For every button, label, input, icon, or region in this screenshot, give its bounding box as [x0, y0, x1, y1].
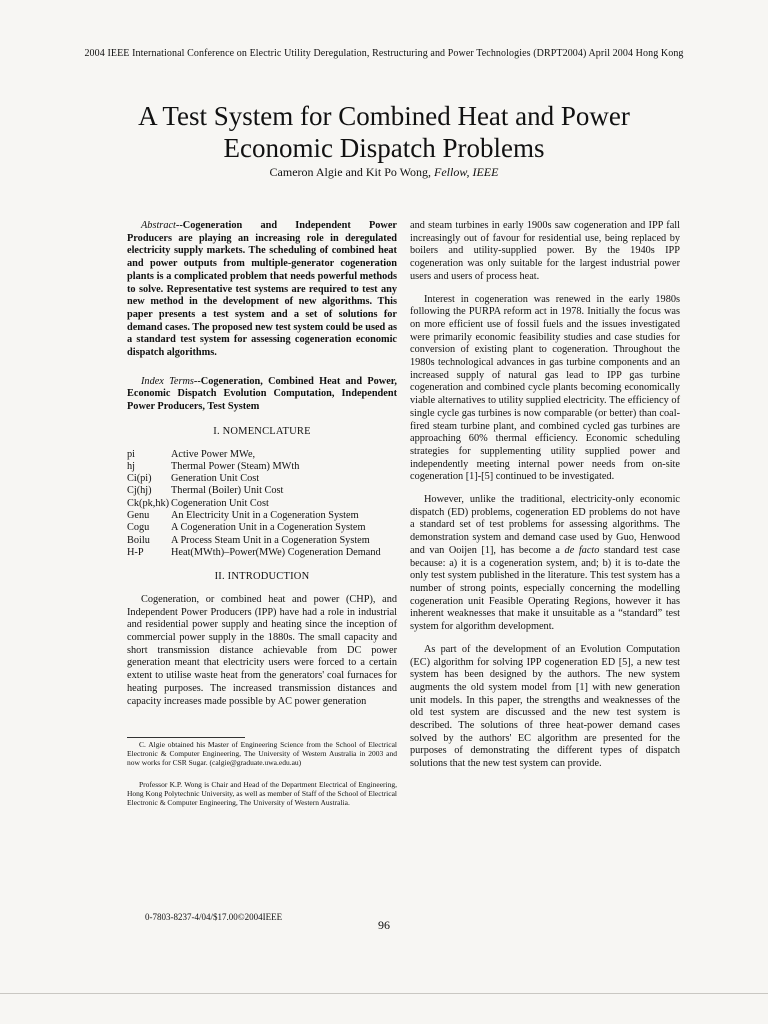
index-terms-text: --Cogeneration, Combined Heat and Power, Economic Dispatch Evolution Computation, Independent Power Producers, Test System	[127, 375, 397, 413]
nomenclature-desc: Heat(MWth)–Power(MWe) Cogeneration Demand	[171, 546, 381, 558]
nomenclature-row	[127, 485, 397, 497]
nomenclature-table	[127, 449, 397, 560]
title-line-1: A Test System for Combined Heat and Power	[138, 101, 630, 131]
index-terms	[127, 376, 397, 414]
title-line-2: Economic Dispatch Problems	[223, 133, 545, 163]
body-paragraph: Interest in cogeneration was renewed in the early 1980s following the PURPA reform act in 1978. Initially the focus was on more efficient use of fossil fuels and the issues investigated were primarily economic feasibility studies and case studies for conversion of existing plant to cogeneration. Throughout the 1980s technological advances in gas turbine components and an increased supply of natural gas lead to IPP gas turbine cogeneration and combined cycle plants becoming economically viable alternatives to utility supplied electricity. The efficiency of single cycle gas turbines is now comparable (or better) than coal-fired steam turbine plant, and combined cycled gas turbines are approaching 60% thermal efficiency. Economic scheduling strategies for supplementing utility supplied power and independently meeting internal power needs from on-site cogeneration [1]-[5] continued to be investigated.	[410, 293, 680, 483]
index-terms-lead: Index Terms	[141, 375, 194, 387]
nomenclature-desc: Active Power MWe,	[171, 448, 256, 460]
body-paragraph: and steam turbines in early 1900s saw cogeneration and IPP fall increasingly out of favour for residential use, being replaced by boilers and utility-supplied power. By the 1940s IPP cogeneration was only suitable for the largest industrial power users and users of process heat.	[410, 220, 680, 282]
paragraph-italic: de facto	[564, 544, 600, 556]
nomenclature-symbol: H-P	[127, 546, 144, 558]
nomenclature-desc: A Cogeneration Unit in a Cogeneration System	[171, 522, 366, 534]
page-edge	[0, 993, 768, 994]
author-line	[0, 165, 768, 180]
footnote-wong: Professor K.P. Wong is Chair and Head of the Department Electrical of Engineering, Hong Kong Polytechnic University, as well as member of Staff of the School of Electrical Electronic & Computer Engineering, The University of Western Australia.	[127, 779, 397, 808]
left-column	[127, 220, 397, 718]
nomenclature-desc: Cogeneration Unit Cost	[171, 497, 269, 509]
nomenclature-symbol: Ci(pi)	[127, 473, 152, 485]
nomenclature-desc: A Process Steam Unit in a Cogeneration System	[171, 534, 370, 546]
nomenclature-desc: Generation Unit Cost	[171, 473, 260, 485]
nomenclature-row	[127, 547, 397, 559]
paragraph-text: standard test case because: a) it is a cogeneration system, and; b) it is to-date the only test system published in the literature. This test system has a number of strong points, especially concerning the modelling cogeneration unit Feasible Operating Regions, however it has inherent weaknesses that make it unsuitable as a “standard” test system for algorithm development.	[410, 544, 680, 633]
nomenclature-desc: An Electricity Unit in a Cogeneration System	[171, 510, 359, 522]
copyright-notice: 0-7803-8237-4/04/$17.00©2004IEEE	[145, 912, 283, 922]
nomenclature-desc: Thermal (Boiler) Unit Cost	[171, 485, 284, 497]
nomenclature-symbol: Genu	[127, 510, 150, 522]
abstract	[127, 220, 397, 360]
page-number: 96	[378, 918, 390, 932]
abstract-text: --Cogeneration and Independent Power Producers are playing an increasing role in deregulated electricity supply markets. The scheduling of combined heat and power outputs from multiple-generator cogeneration plants is a complicated problem that needs powerful methods to solve. Representative test systems are required to test any new method in the development of new algorithms. This paper presents a test system and a set of solutions for demand cases. The proposed new test system could be used as a standard test system for assessing cogeneration economic dispatch algorithms.	[127, 220, 397, 359]
nomenclature-row	[127, 473, 397, 485]
author-title: Fellow, IEEE	[434, 165, 499, 179]
nomenclature-row	[127, 461, 397, 473]
author-names: Cameron Algie and Kit Po Wong,	[269, 165, 432, 179]
body-paragraph: As part of the development of an Evolution Computation (EC) algorithm for solving IPP cogeneration ED [5], a new test system has been designed by the authors. The new system augments the old system model from [1] with new generation unit models. In this paper, the strengths and weaknesses of the old test system are discussed and the new test system is described. The solutions of three heat-power demand cases solved by the authors' EC algorithm are presented for the purposes of demonstrating the different types of dispatch solutions that the new test system can provide.	[410, 643, 680, 770]
introduction-heading: II. INTRODUCTION	[214, 571, 310, 583]
nomenclature-row	[127, 510, 397, 522]
nomenclature-row	[127, 498, 397, 510]
introduction-paragraph: Cogeneration, or combined heat and power (CHP), and Independent Power Producers (IPP) have had a role in industrial and residential power supply and heating since the inception of commercial power supply in the 1880s. The small capacity and short transmission distance achievable from DC power generation meant that electricity users were forced to a certain extent to utilise waste heat from the generators' coal furnaces for heating purposes. The increased transmission distances and capacity increases made possible by AC power generation	[127, 593, 397, 707]
footnotes	[127, 740, 397, 819]
paper-title	[0, 100, 768, 164]
nomenclature-row	[127, 535, 397, 547]
footnote-rule	[127, 737, 245, 738]
nomenclature-symbol: pi	[127, 448, 136, 460]
abstract-lead: Abstract	[141, 220, 176, 231]
nomenclature-heading: I. NOMENCLATURE	[213, 425, 311, 437]
footnote-algie: C. Algie obtained his Master of Engineering Science from the School of Electrical Electronic & Computer Engineering, The University of Western Australia in 2003 and now works for CSR Sugar. (calgie@graduate.uwa.edu.au)	[127, 740, 397, 768]
nomenclature-symbol: hj	[127, 460, 136, 472]
right-column	[410, 220, 680, 781]
nomenclature-row	[127, 449, 397, 461]
paragraph-text: However, unlike the traditional, electricity-only economic dispatch (ED) problems, cogeneration ED problems do not have a standard set of test problems for assessing algorithms. The demonstration system and demand case used by Guo, Henwood and van Ooijen [1], has become a	[410, 494, 680, 556]
nomenclature-symbol: Boilu	[127, 534, 150, 546]
nomenclature-desc: Thermal Power (Steam) MWth	[171, 460, 300, 472]
nomenclature-symbol: Ck(pk,hk)	[127, 497, 170, 509]
conference-header: 2004 IEEE International Conference on Electric Utility Deregulation, Restructuring and Power Technologies (DRPT2004) April 2004 Hong Kong	[84, 48, 684, 59]
body-paragraph	[410, 494, 680, 634]
nomenclature-symbol: Cogu	[127, 522, 150, 534]
nomenclature-row	[127, 522, 397, 534]
nomenclature-symbol: Cj(hj)	[127, 485, 152, 497]
